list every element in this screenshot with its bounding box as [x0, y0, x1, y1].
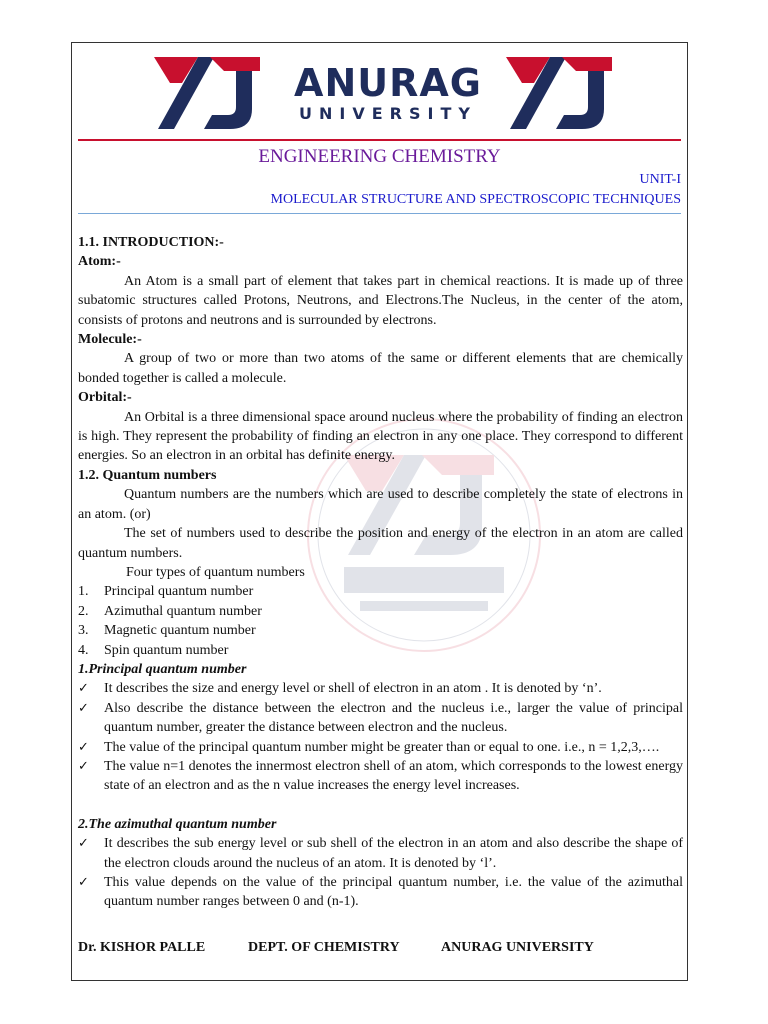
atom-label: Atom:- [78, 254, 121, 270]
azimuthal-points [78, 834, 683, 912]
molecule-label: Molecule:- [78, 332, 142, 348]
list-item [78, 757, 683, 796]
orbital-paragraph: An Orbital is a three dimensional space around nucleus where the probability of finding an electron is high. They represent the probability of finding an electron in any one place. They correspond to different energies. So an electron in an orbital has definite energy. [78, 409, 683, 464]
subsection-heading: 2.The azimuthal quantum number [78, 816, 277, 832]
footer-university: ANURAG UNIVERSITY [441, 940, 594, 955]
check-icon: ✓ [78, 836, 89, 852]
check-icon: ✓ [78, 875, 89, 890]
list-item [78, 582, 683, 601]
list-item-label: Principal quantum number [104, 584, 254, 600]
list-item [78, 621, 683, 640]
list-number: 4. [78, 642, 89, 658]
document-body [78, 233, 683, 912]
list-item [78, 602, 683, 621]
atom-paragraph: An Atom is a small part of element that takes part in chemical reactions. It is made up of three subatomic structures called Protons, Neutrons, and Electrons.The Nucleus, in the center of the atom, consists of protons and neutrons and is surrounded by electrons. [78, 273, 683, 328]
list-item [78, 873, 683, 912]
subject-title: ENGINEERING CHEMISTRY [258, 146, 501, 167]
list-item [78, 699, 683, 738]
header-divider [78, 139, 681, 141]
brand-sub: UNIVERSITY [299, 104, 477, 123]
list-number: 3. [78, 623, 89, 639]
list-item-label: Azimuthal quantum number [104, 603, 262, 619]
types-intro: Four types of quantum numbers [126, 564, 305, 580]
list-item [78, 834, 683, 873]
unit-label: UNIT-I [639, 172, 681, 187]
unit-title: MOLECULAR STRUCTURE AND SPECTROSCOPIC TECHNIQUES [270, 192, 681, 207]
brand-name: ANURAG [294, 61, 482, 105]
point-text: The value n=1 denotes the innermost electron shell of an atom, which corresponds to the lowest energy state of an electron and as the n value increases the energy level increases. [104, 758, 683, 794]
point-text: Also describe the distance between the electron and the nucleus i.e., larger the value of principal quantum number, greater the distance between electron and the nucleus. [104, 700, 683, 736]
header [72, 43, 687, 143]
quantum-paragraph: Quantum numbers are the numbers which are used to describe completely the state of electrons in an atom. (or) [78, 487, 683, 522]
point-text: It describes the size and energy level or shell of electron in an atom . It is denoted by ‘n’. [104, 681, 602, 697]
check-icon: ✓ [78, 739, 89, 755]
title-divider [78, 213, 681, 214]
list-item [78, 738, 683, 757]
footer-author: Dr. KISHOR PALLE [78, 940, 206, 955]
quantum-paragraph: The set of numbers used to describe the position and energy of the electron in an atom are called quantum numbers. [78, 526, 683, 561]
list-item [78, 641, 683, 660]
university-logo-icon [504, 53, 614, 133]
brand [288, 61, 488, 123]
list-item-label: Spin quantum number [104, 642, 229, 658]
check-icon: ✓ [78, 681, 89, 697]
point-text: It describes the sub energy level or sub shell of the electron in an atom and also describe the shape of the electron clouds around the nucleus of an atom. It is denoted by ‘l’. [104, 836, 683, 871]
quantum-types-list [78, 582, 683, 660]
list-item [78, 679, 683, 698]
list-number: 2. [78, 603, 89, 619]
molecule-paragraph: A group of two or more than two atoms of the same or different elements that are chemically bonded together is called a molecule. [78, 351, 683, 386]
check-icon: ✓ [78, 758, 89, 774]
check-icon: ✓ [78, 700, 89, 716]
university-logo-icon [152, 53, 262, 133]
list-number: 1. [78, 584, 89, 600]
section-heading: 1.1. INTRODUCTION:- [78, 235, 224, 250]
section-heading: 1.2. Quantum numbers [78, 467, 217, 483]
point-text: The value of the principal quantum number might be greater than or equal to one. i.e., n = 1,2,3,…. [104, 739, 660, 755]
footer-department: DEPT. OF CHEMISTRY [248, 940, 400, 955]
principal-points [78, 679, 683, 795]
orbital-label: Orbital:- [78, 390, 132, 406]
page-frame [71, 42, 688, 981]
point-text: This value depends on the value of the principal quantum number, i.e. the value of the azimuthal quantum number ranges between 0 and (n-1). [104, 875, 683, 910]
list-item-label: Magnetic quantum number [104, 623, 256, 639]
subsection-heading: 1.Principal quantum number [78, 661, 247, 677]
